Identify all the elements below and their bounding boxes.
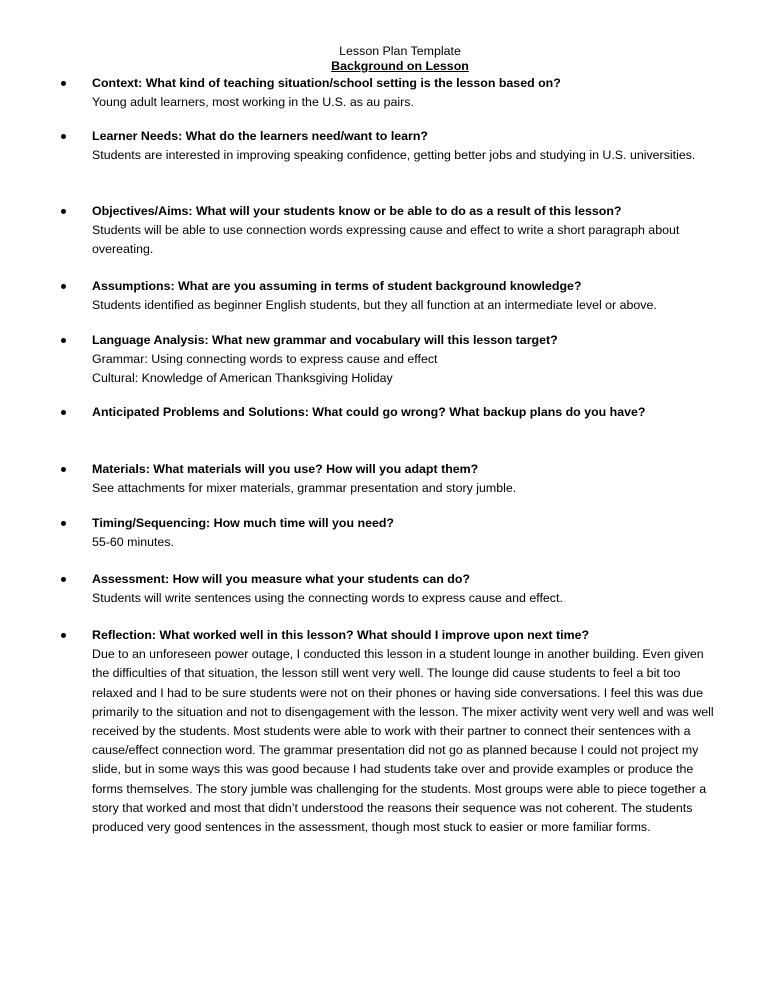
item-question: Timing/Sequencing: How much time will you need?	[92, 516, 394, 530]
page-title: Lesson Plan Template	[339, 44, 461, 58]
item-answer: See attachments for mixer materials, grammar presentation and story jumble.	[92, 481, 517, 496]
item-answer: Due to an unforeseen power outage, I conducted this lesson in a student lounge in another building. Even given the difficulties of that situation, the lesson still went very well. The lounge did cause students to feel a bit too relaxed and I had to be sure students were not on their phones or having side conversations. I feel this was due primarily to the situation and not to disengagement with the lesson. The mixer activity went very well and was well received by the students. Most students were able to work with their partner to connect their sentences with a cause/effect connection word. The grammar presentation did not go as planned because I could not project my slide, but in some ways this was good because I had students take over and provide examples or produce the forms themselves. The story jumble was challenging for the students. Most groups were able to piece together a story that worked and most that didn’t understood the reasons their sequence was not coherent. The students produced very good sentences in the assessment, though most stuck to easier or more familiar forms.	[92, 647, 714, 835]
item-answer: Students identified as beginner English students, but they all function at an intermediate level or above.	[92, 298, 657, 313]
section-heading: Background on Lesson	[331, 59, 469, 73]
list-item-assumptions	[61, 277, 721, 315]
item-question: Assessment: How will you measure what your students can do?	[92, 572, 470, 586]
list-item-anticipated-problems	[61, 403, 721, 422]
bullet-icon	[61, 134, 66, 139]
item-question: Context: What kind of teaching situation/school setting is the lesson based on?	[92, 76, 561, 90]
item-question: Anticipated Problems and Solutions: What could go wrong? What backup plans do you have?	[92, 405, 646, 419]
bullet-icon	[61, 81, 66, 86]
bullet-icon	[61, 633, 66, 638]
bullet-icon	[61, 410, 66, 415]
item-question: Materials: What materials will you use? How will you adapt them?	[92, 462, 479, 476]
item-question: Learner Needs: What do the learners need/want to learn?	[92, 129, 428, 143]
item-answer: Students will be able to use connection words expressing cause and effect to write a short paragraph about overeating.	[92, 223, 680, 257]
list-item-timing	[61, 514, 721, 552]
bullet-icon	[61, 577, 66, 582]
item-question: Reflection: What worked well in this lesson? What should I improve upon next time?	[92, 628, 590, 642]
item-answer: Students are interested in improving speaking confidence, getting better jobs and studying in U.S. universities.	[92, 148, 696, 163]
item-question: Objectives/Aims: What will your students know or be able to do as a result of this lesson?	[92, 204, 622, 218]
list-item-learner-needs	[61, 127, 721, 165]
list-item-objectives	[61, 202, 721, 260]
item-answer: Cultural: Knowledge of American Thanksgiving Holiday	[92, 371, 393, 386]
item-answer: Young adult learners, most working in the U.S. as au pairs.	[92, 95, 414, 110]
item-question: Language Analysis: What new grammar and vocabulary will this lesson target?	[92, 333, 558, 347]
bullet-icon	[61, 338, 66, 343]
list-item-context	[61, 74, 721, 112]
list-item-language-analysis	[61, 331, 721, 389]
bullet-icon	[61, 521, 66, 526]
list-item-reflection	[61, 626, 721, 837]
bullet-icon	[61, 284, 66, 289]
bullet-icon	[61, 209, 66, 214]
bullet-icon	[61, 467, 66, 472]
item-question: Assumptions: What are you assuming in terms of student background knowledge?	[92, 279, 582, 293]
item-answer: 55-60 minutes.	[92, 535, 174, 550]
item-answer: Students will write sentences using the connecting words to express cause and effect.	[92, 591, 563, 606]
list-item-materials	[61, 460, 721, 498]
list-item-assessment	[61, 570, 721, 608]
item-answer: Grammar: Using connecting words to express cause and effect	[92, 352, 438, 367]
